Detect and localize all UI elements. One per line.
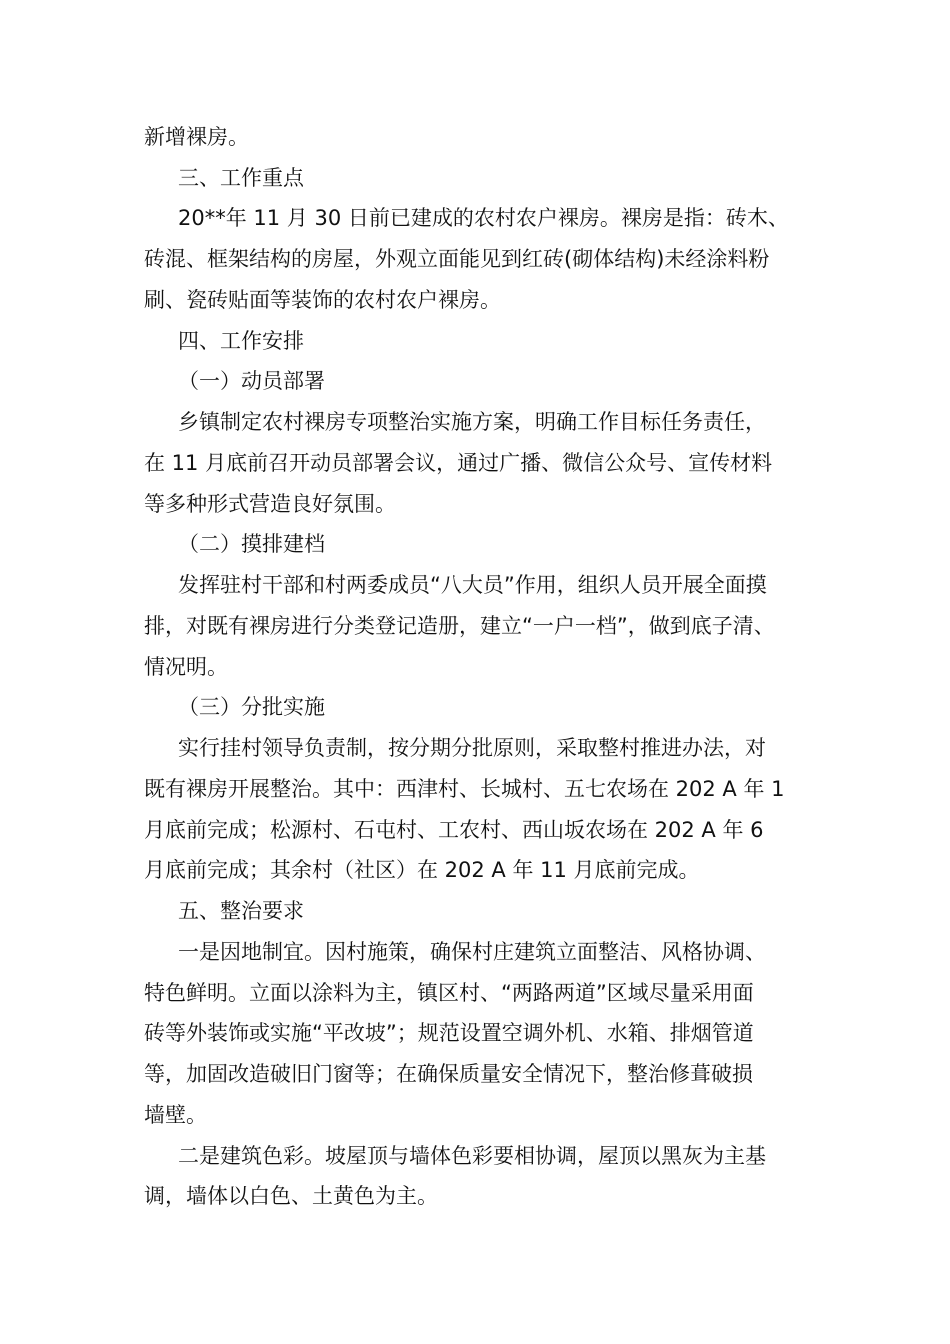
paragraph-line: 二是建筑色彩。坡屋顶与墙体色彩要相协调，屋顶以黑灰为主基	[178, 1144, 766, 1168]
paragraph-line: 一是因地制宜。因村施策，确保村庄建筑立面整洁、风格协调、	[178, 940, 766, 964]
section-heading: 四、工作安排	[178, 329, 304, 353]
paragraph-line: 既有裸房开展整治。其中：西津村、长城村、五七农场在 202 A 年 1	[144, 777, 785, 801]
paragraph-line: 排，对既有裸房进行分类登记造册，建立“一户一档”，做到底子清、	[144, 614, 775, 638]
paragraph-line: 砖混、框架结构的房屋，外观立面能见到红砖(砌体结构)未经涂料粉	[144, 247, 770, 271]
subsection-heading: （二）摸排建档	[178, 532, 325, 556]
paragraph-line: 刷、瓷砖贴面等装饰的农村农户裸房。	[144, 288, 501, 312]
paragraph-line: 月底前完成；其余村（社区）在 202 A 年 11 月底前完成。	[144, 858, 700, 882]
subsection-heading: （一）动员部署	[178, 369, 325, 393]
paragraph-line: 墙壁。	[144, 1103, 207, 1127]
paragraph-line: 新增裸房。	[144, 125, 249, 149]
paragraph-line: 实行挂村领导负责制，按分期分批原则，采取整村推进办法，对	[178, 736, 766, 760]
paragraph-line: 发挥驻村干部和村两委成员“八大员”作用，组织人员开展全面摸	[178, 573, 767, 597]
section-heading: 三、工作重点	[178, 166, 304, 190]
paragraph-line: 情况明。	[144, 655, 228, 679]
paragraph-line: 20**年 11 月 30 日前已建成的农村农户裸房。裸房是指：砖木、	[178, 206, 789, 230]
paragraph-line: 等，加固改造破旧门窗等；在确保质量安全情况下，整治修葺破损	[144, 1062, 753, 1086]
paragraph-line: 调，墙体以白色、土黄色为主。	[144, 1184, 438, 1208]
paragraph-line: 乡镇制定农村裸房专项整治实施方案，明确工作目标任务责任，	[178, 410, 766, 434]
subsection-heading: （三）分批实施	[178, 695, 325, 719]
section-heading: 五、整治要求	[178, 899, 304, 923]
paragraph-line: 等多种形式营造良好氛围。	[144, 492, 396, 516]
paragraph-line: 特色鲜明。立面以涂料为主，镇区村、“两路两道”区域尽量采用面	[144, 981, 754, 1005]
paragraph-line: 月底前完成；松源村、石屯村、工农村、西山坂农场在 202 A 年 6	[144, 818, 764, 842]
paragraph-line: 在 11 月底前召开动员部署会议，通过广播、微信公众号、宣传材料	[144, 451, 773, 475]
paragraph-line: 砖等外装饰或实施“平改坡”；规范设置空调外机、水箱、排烟管道	[144, 1021, 754, 1045]
